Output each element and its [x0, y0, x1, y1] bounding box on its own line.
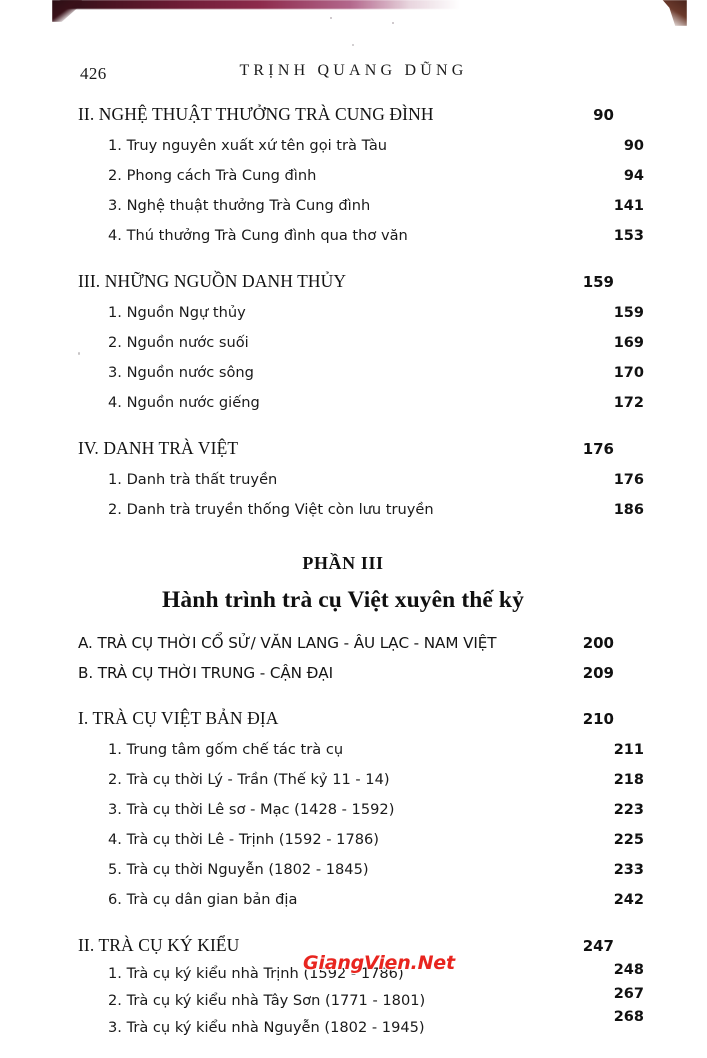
- toc-entry-page-number: 267: [613, 986, 644, 1002]
- toc-entry-title: 1. Truy nguyên xuất xứ tên gọi trà Tàu: [108, 137, 388, 154]
- scan-speck: [330, 17, 332, 19]
- toc-entry-page-number: 176: [582, 440, 614, 458]
- toc-entry[interactable]: [78, 741, 644, 771]
- toc-entry-title: 3. Trà cụ thời Lê sơ - Mạc (1428 - 1592): [108, 801, 395, 818]
- toc-entry-page-number: 159: [613, 305, 644, 321]
- running-head: [0, 60, 707, 88]
- scan-speck: [392, 22, 394, 24]
- toc-entry-page-number: 172: [613, 395, 644, 411]
- book-cover-edge-strip: [60, 0, 460, 9]
- part-heading-block: [72, 553, 614, 614]
- toc-group-spacer: [78, 257, 614, 271]
- toc-entry-page-number: 90: [593, 106, 614, 124]
- toc-entry-page-number: 218: [613, 772, 644, 788]
- toc-entry[interactable]: [78, 664, 614, 694]
- toc-entry-page-number: 200: [582, 634, 614, 652]
- toc-entry-title: 2. Trà cụ ký kiểu nhà Tây Sơn (1771 - 1801): [108, 992, 426, 1009]
- toc-entry[interactable]: [78, 197, 644, 227]
- toc-entry-title: III. NHỮNG NGUỒN DANH THỦY: [78, 271, 347, 291]
- toc-entry-page-number: 90: [623, 138, 644, 154]
- toc-entry[interactable]: [78, 708, 614, 741]
- page-folio-number: 426: [80, 64, 107, 83]
- toc-entry-title: II. TRÀ CỤ KÝ KIỂU: [78, 935, 240, 955]
- toc-entry-title: 4. Trà cụ thời Lê - Trịnh (1592 - 1786): [108, 831, 379, 848]
- toc-entry[interactable]: [78, 167, 644, 197]
- toc-entry-page-number: 223: [613, 802, 644, 818]
- toc-entry[interactable]: [78, 471, 644, 501]
- toc-entry[interactable]: [78, 986, 644, 1022]
- toc-entry[interactable]: [78, 364, 644, 394]
- toc-entry[interactable]: [78, 438, 614, 471]
- toc-entry-page-number: 186: [613, 502, 644, 518]
- toc-entry-page-number: 153: [613, 228, 644, 244]
- toc-entry-page-number: 248: [613, 962, 644, 978]
- toc-entry[interactable]: [78, 137, 644, 167]
- toc-entry[interactable]: [78, 271, 614, 304]
- toc-entry-page-number: 211: [613, 742, 644, 758]
- toc-entry-title: I. TRÀ CỤ VIỆT BẢN ĐỊA: [78, 708, 279, 728]
- toc-entry-page-number: 242: [613, 892, 644, 908]
- table-of-contents: [78, 104, 644, 1058]
- toc-entry-page-number: 94: [623, 168, 644, 184]
- toc-entry[interactable]: [78, 304, 644, 334]
- toc-entry-title: 2. Trà cụ thời Lý - Trần (Thế kỷ 11 - 14): [108, 771, 390, 788]
- toc-entry[interactable]: [78, 227, 644, 257]
- toc-entry-title: B. TRÀ CỤ THỜI TRUNG - CẬN ĐẠI: [78, 664, 333, 682]
- toc-entry-page-number: 209: [582, 664, 614, 682]
- toc-entry-title: 3. Nguồn nước sông: [108, 364, 254, 381]
- toc-entry[interactable]: [78, 861, 644, 891]
- toc-entry-title: 2. Danh trà truyền thống Việt còn lưu truyền: [108, 501, 434, 518]
- toc-entry-title: 2. Phong cách Trà Cung đình: [108, 167, 317, 184]
- toc-entry-page-number: 169: [613, 335, 644, 351]
- toc-entry-page-number: 247: [582, 937, 614, 955]
- toc-entry[interactable]: [78, 501, 644, 531]
- toc-entry[interactable]: [78, 831, 644, 861]
- toc-entry-page-number: 268: [613, 1009, 644, 1025]
- toc-entry-title: 5. Trà cụ thời Nguyễn (1802 - 1845): [108, 861, 369, 878]
- toc-entry[interactable]: [78, 104, 614, 137]
- toc-entry-title: 2. Nguồn nước suối: [108, 334, 249, 351]
- scan-edge-artifact: [0, 0, 707, 26]
- toc-entry[interactable]: [78, 1009, 644, 1049]
- toc-entry-title: 4. Thú thưởng Trà Cung đình qua thơ văn: [108, 227, 408, 244]
- toc-entry-title: IV. DANH TRÀ VIỆT: [78, 438, 239, 458]
- site-watermark: GiangVien.Net: [303, 952, 455, 974]
- toc-section-lower: [78, 634, 644, 1058]
- toc-section-upper: [78, 104, 644, 531]
- scan-speck: [78, 352, 80, 355]
- toc-entry-title: 1. Nguồn Ngự thủy: [108, 304, 246, 321]
- toc-entry[interactable]: [78, 801, 644, 831]
- toc-entry[interactable]: [78, 634, 614, 664]
- toc-entry-title: 3. Trà cụ ký kiểu nhà Nguyễn (1802 - 1945): [108, 1019, 425, 1036]
- toc-entry-page-number: 225: [613, 832, 644, 848]
- toc-entry-page-number: 233: [613, 862, 644, 878]
- toc-entry-title: 3. Nghệ thuật thưởng Trà Cung đình: [108, 197, 371, 214]
- toc-entry-title: A. TRÀ CỤ THỜI CỔ SỬ/ VĂN LANG - ÂU LẠC - NAM VIỆT: [78, 634, 497, 652]
- toc-group-spacer: [78, 424, 614, 438]
- part-title: Hành trình trà cụ Việt xuyên thế kỷ: [162, 587, 524, 613]
- toc-entry-page-number: 141: [613, 198, 644, 214]
- toc-entry-title: 1. Trà cụ ký kiểu nhà Trịnh (1592 - 1786): [108, 965, 404, 982]
- scan-speck: [352, 44, 354, 46]
- toc-entry-page-number: 170: [613, 365, 644, 381]
- toc-entry-title: 1. Trung tâm gốm chế tác trà cụ: [108, 741, 344, 758]
- toc-entry-page-number: 176: [613, 472, 644, 488]
- part-label: PHẦN III: [302, 553, 384, 573]
- book-corner-shadow-left: [52, 0, 82, 22]
- toc-entry-title: 4. Nguồn nước giếng: [108, 394, 260, 411]
- toc-entry-title: II. NGHỆ THUẬT THƯỞNG TRÀ CUNG ĐÌNH: [78, 104, 434, 124]
- toc-entry-title: 1. Danh trà thất truyền: [108, 471, 278, 488]
- toc-entry-title: 6. Trà cụ dân gian bản địa: [108, 891, 298, 908]
- toc-group-spacer: [78, 921, 614, 935]
- toc-group-spacer: [78, 694, 614, 708]
- toc-entry-page-number: 159: [582, 273, 614, 291]
- toc-entry[interactable]: [78, 334, 644, 364]
- book-corner-shadow-right: [645, 0, 687, 26]
- toc-entry-page-number: 210: [582, 710, 614, 728]
- toc-entry[interactable]: [78, 771, 644, 801]
- toc-entry[interactable]: [78, 891, 644, 921]
- toc-entry[interactable]: [78, 394, 644, 424]
- running-head-author: TRỊNH QUANG DŨNG: [239, 62, 468, 79]
